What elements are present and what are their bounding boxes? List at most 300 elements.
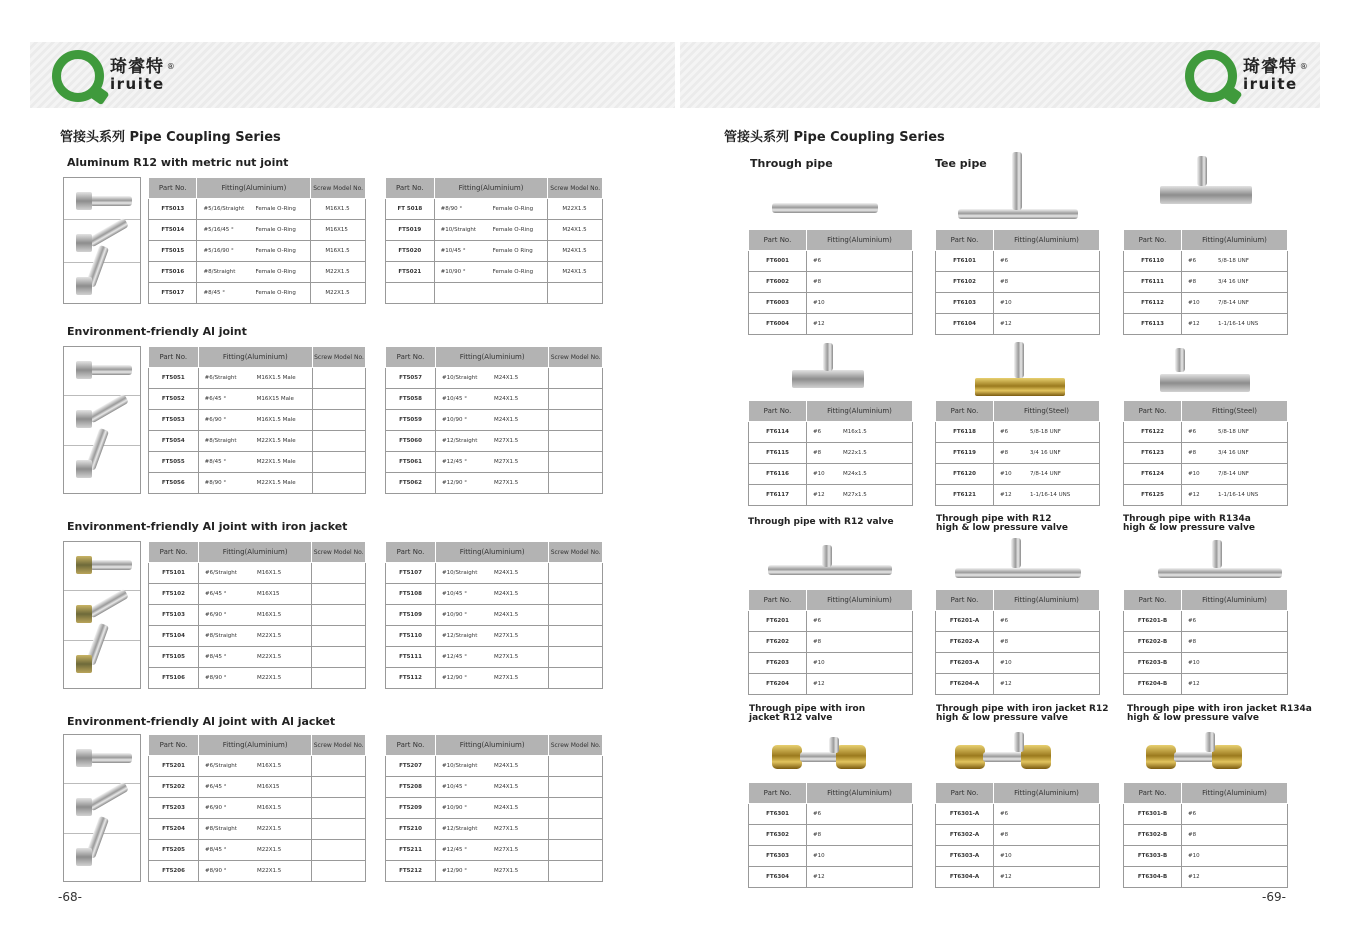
- fitting-size: #6: [1000, 258, 1009, 264]
- screw-model: [549, 861, 603, 882]
- fitting-cell: [807, 804, 913, 825]
- product-image-column: [63, 541, 141, 689]
- table-row: [149, 584, 366, 605]
- spec-table: [385, 177, 603, 304]
- fitting-cell: [994, 611, 1100, 632]
- fitting-spec: 5/8-18 UNF: [1218, 258, 1249, 264]
- fitting-spec: M24X1.5: [494, 612, 519, 618]
- table-row: [386, 220, 603, 241]
- spec-table: [748, 400, 913, 506]
- table-header-row: [936, 590, 1100, 611]
- table-header-row: [149, 347, 366, 368]
- fitting-size: #12/Straight: [442, 633, 478, 639]
- fitting-cell: [807, 272, 913, 293]
- spec-table: [935, 589, 1100, 695]
- fitting-spec: M27X1.5: [494, 675, 519, 681]
- fitting-size: #8: [1188, 279, 1197, 285]
- brass-jacket: [1021, 745, 1051, 769]
- part-number: FT5013: [149, 199, 197, 220]
- product-label: high & low pressure valve: [936, 713, 1068, 723]
- table-row: [149, 819, 366, 840]
- screw-model: M22X1.5: [311, 283, 366, 304]
- part-number: [386, 283, 435, 304]
- product-label: Through pipe: [750, 157, 833, 170]
- table-row: [749, 251, 913, 272]
- fitting-size: #6: [1188, 811, 1197, 817]
- screw-model: [549, 563, 603, 584]
- column-header: Screw Model No.: [312, 735, 366, 756]
- product-image-column: [63, 734, 141, 882]
- part-number: FT6117: [749, 485, 807, 506]
- table-row: [386, 840, 603, 861]
- part-number: FT6304-B: [1124, 867, 1182, 888]
- product-label: Through pipe with R12 valve: [748, 517, 894, 527]
- screw-model: M22X1.5: [548, 199, 603, 220]
- fitting-image: [74, 271, 134, 301]
- fitting-size: #10: [1188, 471, 1200, 477]
- table-row: [386, 283, 603, 304]
- table-row: [386, 626, 603, 647]
- table-header-row: [936, 783, 1100, 804]
- fitting-cell: [197, 220, 311, 241]
- part-number: FT5062: [386, 473, 436, 494]
- table-row: [936, 272, 1100, 293]
- fitting-size: #10: [1000, 853, 1012, 859]
- fitting-spec: M24X1.5: [494, 763, 519, 769]
- part-number: FT 5018: [386, 199, 435, 220]
- fitting-cell: [807, 314, 913, 335]
- part-number: FT6201: [749, 611, 807, 632]
- part-number: FT6120: [936, 464, 994, 485]
- screw-model: [313, 452, 366, 473]
- table-row: [936, 674, 1100, 695]
- column-header: Part No.: [1124, 401, 1182, 422]
- fitting-size: #8: [813, 279, 822, 285]
- column-header: Part No.: [749, 783, 807, 804]
- fitting-spec: M22X1.5 Male: [256, 438, 296, 444]
- table-row: [149, 283, 366, 304]
- brass-jacket: [836, 745, 866, 769]
- fitting-spec: 1-1/16-14 UNS: [1218, 321, 1259, 327]
- fitting-size: #6: [813, 429, 822, 435]
- spec-table: [935, 400, 1100, 506]
- nut-part: [76, 410, 92, 428]
- table-row: [386, 584, 603, 605]
- product-label: jacket R12 valve: [749, 713, 833, 723]
- fitting-spec: 1-1/16-14 UNS: [1218, 492, 1259, 498]
- brand-name-cn: 琦睿特: [1243, 57, 1297, 78]
- fitting-size: #10: [813, 853, 825, 859]
- fitting-spec: M22X1.5: [257, 675, 282, 681]
- screw-model: [549, 431, 603, 452]
- part-number: FT6201-B: [1124, 611, 1182, 632]
- part-number: FT5110: [386, 626, 436, 647]
- part-number: FT6102: [936, 272, 994, 293]
- fitting-spec: M22X1.5: [257, 654, 282, 660]
- screw-model: [549, 647, 603, 668]
- fitting-cell: [1182, 272, 1288, 293]
- screw-model: [312, 756, 366, 777]
- fitting-size: #8/90 °: [204, 480, 227, 486]
- screw-model: [549, 584, 603, 605]
- fitting-cell: [1182, 422, 1288, 443]
- vertical-pipe-part: [1012, 152, 1022, 210]
- vertical-pipe-part: [1205, 732, 1215, 752]
- pipe-part: [955, 568, 1081, 578]
- table-header-row: [749, 401, 913, 422]
- part-number: FT6301: [749, 804, 807, 825]
- fitting-cell: [436, 798, 549, 819]
- fitting-size: #10/90 °: [442, 805, 467, 811]
- fitting-size: #5/16/45 °: [203, 227, 234, 233]
- column-header: Fitting(Aluminium): [807, 401, 913, 422]
- fitting-spec: M24X1.5: [494, 375, 519, 381]
- fitting-cell: [436, 626, 549, 647]
- table-row: [1124, 867, 1288, 888]
- nut-part: [76, 655, 92, 673]
- fitting-cell: [434, 283, 548, 304]
- part-number: FT6303-B: [1124, 846, 1182, 867]
- table-row: [749, 443, 913, 464]
- fitting-size: #8/90 °: [440, 206, 463, 212]
- vertical-pipe-part: [822, 545, 832, 567]
- fitting-spec: M27X1.5: [494, 847, 519, 853]
- fitting-size: #10/90 °: [442, 612, 467, 618]
- table-row: [936, 846, 1100, 867]
- screw-model: [312, 584, 366, 605]
- page-number-left: -68-: [58, 890, 82, 904]
- pipe-part: [90, 560, 132, 570]
- image-cell: [64, 178, 140, 220]
- part-number: FT6303-A: [936, 846, 994, 867]
- pipe-part: [88, 589, 129, 619]
- table-row: [936, 464, 1100, 485]
- fitting-size: #8: [1188, 832, 1197, 838]
- table-row: [149, 563, 366, 584]
- table-row: [386, 605, 603, 626]
- vertical-pipe-part: [1197, 156, 1207, 186]
- fitting-size: #6: [813, 811, 822, 817]
- spec-table: [1123, 229, 1288, 335]
- fitting-size: #10: [1188, 660, 1200, 666]
- table-row: [149, 452, 366, 473]
- table-row: [149, 262, 366, 283]
- part-number: FT5061: [386, 452, 436, 473]
- part-number: FT5201: [149, 756, 199, 777]
- screw-model: [312, 861, 366, 882]
- brass-jacket: [1146, 745, 1176, 769]
- fitting-cell: [994, 443, 1100, 464]
- fitting-cell: [436, 756, 549, 777]
- part-number: FT6113: [1124, 314, 1182, 335]
- pipe-part: [88, 782, 129, 812]
- part-number: FT5056: [149, 473, 199, 494]
- part-number: FT6122: [1124, 422, 1182, 443]
- screw-model: [312, 668, 366, 689]
- part-number: FT5104: [149, 626, 199, 647]
- fitting-spec: M24X1.5: [494, 396, 519, 402]
- table-row: [386, 431, 603, 452]
- section-title: Environment-friendly Al joint with iron jacket: [67, 520, 348, 533]
- fitting-cell: [1182, 632, 1288, 653]
- table-row: [149, 368, 366, 389]
- pipe-part: [88, 218, 129, 248]
- part-number: FT6116: [749, 464, 807, 485]
- fitting-cell: [199, 563, 312, 584]
- table-row: [749, 632, 913, 653]
- part-number: FT5021: [386, 262, 435, 283]
- part-number: FT6203: [749, 653, 807, 674]
- fitting-size: #12: [1000, 492, 1012, 498]
- screw-model: [313, 473, 366, 494]
- nut-part: [1160, 186, 1252, 204]
- pipe-part: [90, 196, 132, 206]
- part-number: FT6125: [1124, 485, 1182, 506]
- table-row: [149, 199, 366, 220]
- part-number: FT5204: [149, 819, 199, 840]
- part-number: FT5019: [386, 220, 435, 241]
- fitting-size: #12: [813, 681, 825, 687]
- fitting-spec: M16X1.5 Male: [256, 417, 296, 423]
- section-title: Aluminum R12 with metric nut joint: [67, 156, 289, 169]
- table-row: [749, 846, 913, 867]
- fitting-cell: [199, 861, 312, 882]
- fitting-cell: [434, 199, 548, 220]
- fitting-cell: [807, 846, 913, 867]
- screw-model: [313, 368, 366, 389]
- fitting-spec: M22X1.5 Male: [256, 459, 296, 465]
- fitting-cell: [436, 840, 549, 861]
- table-row: [149, 861, 366, 882]
- vertical-pipe-part: [829, 737, 839, 753]
- fitting-size: #12: [813, 492, 825, 498]
- fitting-size: #12: [1000, 874, 1012, 880]
- logo-ring-icon: [1185, 50, 1237, 102]
- column-header: Part No.: [149, 347, 199, 368]
- fitting-spec: M16X1.5: [257, 612, 282, 618]
- fitting-size: #8/Straight: [203, 269, 236, 275]
- fitting-size: #8/90 °: [205, 868, 227, 874]
- part-number: FT6301-B: [1124, 804, 1182, 825]
- part-number: FT6202: [749, 632, 807, 653]
- column-header: Fitting(Aluminium): [1182, 230, 1288, 251]
- part-number: FT5207: [386, 756, 436, 777]
- screw-model: [312, 777, 366, 798]
- fitting-cell: [807, 611, 913, 632]
- column-header: Fitting(Aluminium): [197, 178, 311, 199]
- fitting-cell: [199, 840, 312, 861]
- fitting-size: #6: [1000, 618, 1009, 624]
- fitting-size: #6/90 °: [205, 612, 227, 618]
- fitting-size: #12: [813, 874, 825, 880]
- table-row: [936, 804, 1100, 825]
- fitting-size: #6: [813, 618, 822, 624]
- table-row: [386, 798, 603, 819]
- column-header: Screw Model No.: [548, 178, 603, 199]
- screw-model: [313, 431, 366, 452]
- part-number: FT5058: [386, 389, 436, 410]
- fitting-image: [74, 355, 134, 385]
- screw-model: [549, 389, 603, 410]
- column-header: Fitting(Aluminium): [436, 347, 549, 368]
- fitting-image: [74, 743, 134, 773]
- screw-model: [549, 473, 603, 494]
- table-row: [1124, 314, 1288, 335]
- fitting-cell: [994, 251, 1100, 272]
- image-cell: [64, 542, 140, 591]
- table-row: [749, 611, 913, 632]
- fitting-size: #10/90 °: [440, 269, 466, 275]
- column-header: Part No.: [749, 590, 807, 611]
- fitting-size: #8/Straight: [204, 438, 237, 444]
- table-row: [386, 819, 603, 840]
- fitting-cell: [434, 220, 548, 241]
- part-number: FT6302: [749, 825, 807, 846]
- screw-model: [549, 452, 603, 473]
- table-row: [936, 611, 1100, 632]
- table-row: [749, 804, 913, 825]
- image-cell: [64, 735, 140, 784]
- part-number: FT5206: [149, 861, 199, 882]
- table-header-row: [936, 401, 1100, 422]
- fitting-spec: 1-1/16-14 UNS: [1030, 492, 1071, 498]
- fitting-spec: 5/8-18 UNF: [1218, 429, 1249, 435]
- product-label: high & low pressure valve: [1123, 523, 1255, 533]
- product-label: high & low pressure valve: [936, 523, 1068, 533]
- part-number: FT5205: [149, 840, 199, 861]
- column-header: Fitting(Aluminium): [199, 735, 312, 756]
- fitting-size: #10: [1000, 300, 1012, 306]
- page-title-left: 管接头系列 Pipe Coupling Series: [60, 130, 281, 145]
- fitting-size: #8: [813, 639, 822, 645]
- part-number: FT5101: [149, 563, 199, 584]
- column-header: Part No.: [386, 542, 436, 563]
- fitting-spec: 7/8-14 UNF: [1218, 300, 1249, 306]
- fitting-cell: [994, 653, 1100, 674]
- fitting-spec: M16X15: [257, 591, 280, 597]
- fitting-image: [74, 550, 134, 580]
- fitting-cell: [198, 368, 312, 389]
- table-row: [386, 241, 603, 262]
- fitting-size: #12/45 °: [442, 459, 467, 465]
- fitting-size: #6/90 °: [204, 417, 227, 423]
- fitting-cell: [1182, 804, 1288, 825]
- table-row: [749, 653, 913, 674]
- fitting-size: #10: [1188, 300, 1200, 306]
- part-number: FT5014: [149, 220, 197, 241]
- part-number: FT6104: [936, 314, 994, 335]
- fitting-size: #10: [1000, 660, 1012, 666]
- spec-table: [148, 541, 366, 689]
- column-header: Fitting(Aluminium): [807, 783, 913, 804]
- part-number: FT5209: [386, 798, 436, 819]
- table-header-row: [749, 783, 913, 804]
- column-header: Part No.: [936, 401, 994, 422]
- part-number: FT6204-B: [1124, 674, 1182, 695]
- fitting-spec: Female O-Ring: [492, 269, 534, 275]
- fitting-size: #8/90 °: [205, 675, 227, 681]
- vertical-pipe-part: [1175, 348, 1185, 372]
- fitting-cell: [436, 389, 549, 410]
- fitting-cell: [1182, 485, 1288, 506]
- part-number: FT6203-A: [936, 653, 994, 674]
- table-row: [1124, 443, 1288, 464]
- fitting-image: [74, 186, 134, 216]
- fitting-cell: [1182, 464, 1288, 485]
- fitting-spec: M27x1.5: [843, 492, 867, 498]
- table-row: [386, 473, 603, 494]
- column-header: Part No.: [386, 178, 435, 199]
- part-number: FT6203-B: [1124, 653, 1182, 674]
- image-cell: [64, 641, 140, 690]
- screw-model: [549, 626, 603, 647]
- fitting-size: #8: [1188, 639, 1197, 645]
- fitting-cell: [436, 473, 549, 494]
- table-header-row: [386, 347, 603, 368]
- table-row: [1124, 485, 1288, 506]
- vertical-pipe-part: [1011, 538, 1021, 568]
- fitting-cell: [199, 605, 312, 626]
- table-row: [386, 389, 603, 410]
- screw-model: [549, 756, 603, 777]
- fitting-cell: [994, 867, 1100, 888]
- screw-model: M24X1.5: [548, 241, 603, 262]
- fitting-size: #12: [1188, 681, 1200, 687]
- fitting-size: #5/16/Straight: [203, 206, 245, 212]
- screw-model: [549, 819, 603, 840]
- table-row: [149, 410, 366, 431]
- fitting-cell: [436, 647, 549, 668]
- fitting-spec: M16x1.5: [843, 429, 867, 435]
- spec-table: [1123, 400, 1288, 506]
- part-number: FT5059: [386, 410, 436, 431]
- part-number: FT5208: [386, 777, 436, 798]
- table-header-row: [1124, 590, 1288, 611]
- pipe-part: [772, 203, 878, 213]
- table-row: [936, 867, 1100, 888]
- spec-table: [1123, 589, 1288, 695]
- fitting-cell: [1182, 611, 1288, 632]
- fitting-spec: M24X1.5: [494, 591, 519, 597]
- fitting-cell: [807, 422, 913, 443]
- nut-part: [76, 749, 92, 767]
- column-header: Part No.: [1124, 590, 1182, 611]
- fitting-cell: [1182, 293, 1288, 314]
- product-image-column: [63, 177, 141, 304]
- fitting-cell: [436, 563, 549, 584]
- part-number: FT6304-A: [936, 867, 994, 888]
- screw-model: [549, 605, 603, 626]
- table-row: [1124, 804, 1288, 825]
- fitting-size: #10/Straight: [442, 375, 478, 381]
- spec-table: [385, 346, 603, 494]
- pipe-part: [800, 752, 840, 762]
- column-header: Part No.: [386, 735, 436, 756]
- fitting-spec: M24X1.5: [494, 570, 519, 576]
- page-title-right: 管接头系列 Pipe Coupling Series: [724, 130, 945, 145]
- fitting-size: #8: [1000, 450, 1009, 456]
- screw-model: [548, 283, 603, 304]
- table-row: [386, 756, 603, 777]
- fitting-size: #6/45 °: [204, 396, 227, 402]
- part-number: FT5057: [386, 368, 436, 389]
- table-row: [936, 422, 1100, 443]
- screw-model: [549, 798, 603, 819]
- fitting-spec: 5/8-18 UNF: [1030, 429, 1061, 435]
- nut-part: [76, 361, 92, 379]
- column-header: Fitting(Aluminium): [807, 230, 913, 251]
- table-row: [149, 473, 366, 494]
